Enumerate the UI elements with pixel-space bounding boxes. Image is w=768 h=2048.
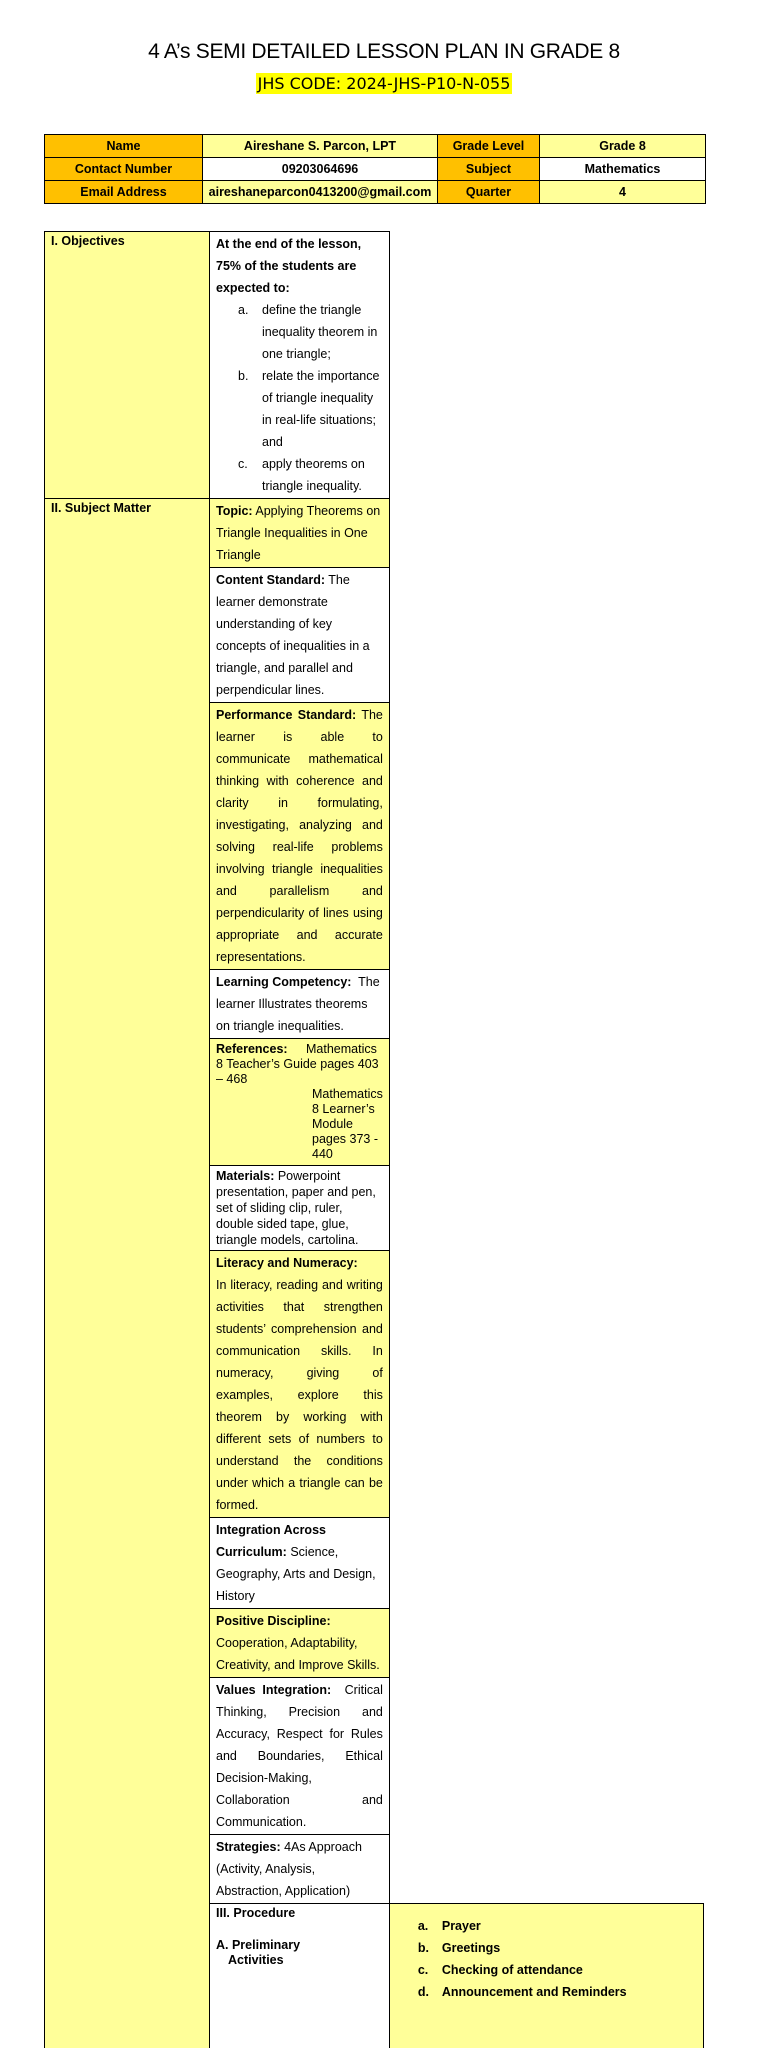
procedure-label-cell bbox=[210, 1904, 390, 2048]
objectives-list bbox=[216, 299, 383, 497]
topic-label: Topic: bbox=[216, 504, 253, 518]
topic-cell bbox=[210, 499, 390, 568]
name-label: Name bbox=[45, 135, 203, 158]
grade-label: Grade Level bbox=[438, 135, 540, 158]
item-text: apply theorems on triangle inequality. bbox=[262, 457, 365, 493]
list-item bbox=[396, 1959, 697, 1981]
email-label: Email Address bbox=[45, 181, 203, 204]
item-text: Checking of attendance bbox=[442, 1963, 583, 1977]
list-item bbox=[396, 1981, 697, 2003]
preliminary-label: A. Preliminary bbox=[216, 1938, 383, 1953]
integration-text: Science, Geography, Arts and Design, History bbox=[216, 1545, 376, 1603]
list-item bbox=[396, 1937, 697, 1959]
item-text: Announcement and Reminders bbox=[442, 1985, 627, 1999]
lesson-plan-table bbox=[44, 231, 704, 2048]
list-item bbox=[216, 453, 383, 497]
item-text: Greetings bbox=[442, 1941, 500, 1955]
item-letter: d. bbox=[418, 1981, 429, 2003]
topic-row bbox=[45, 499, 704, 568]
topic-text: Applying Theorems on Triangle Inequalities in One Triangle bbox=[216, 504, 380, 562]
item-text: relate the importance of triangle inequality in real-life situations; and bbox=[262, 369, 379, 449]
references-1: Mathematics 8 Teacher’s Guide pages 403 – 468 bbox=[216, 1042, 379, 1086]
performance-label: Performance Standard: bbox=[216, 708, 356, 722]
subject-matter-label: II. Subject Matter bbox=[45, 499, 210, 2048]
content-label: Content Standard: bbox=[216, 573, 325, 587]
references-2: Mathematics 8 Learner’s Module pages 373 - 440 bbox=[312, 1087, 383, 1161]
list-item bbox=[216, 365, 383, 453]
references-label: References: bbox=[216, 1042, 306, 1057]
grade-value: Grade 8 bbox=[540, 135, 706, 158]
literacy-cell bbox=[210, 1251, 390, 1518]
quarter-value: 4 bbox=[540, 181, 706, 204]
email-value: aireshaneparcon0413200@gmail.com bbox=[203, 181, 438, 204]
page-title: 4 A’s SEMI DETAILED LESSON PLAN IN GRADE 8 bbox=[0, 40, 768, 64]
content-cell bbox=[210, 568, 390, 703]
discipline-label: Positive Discipline: bbox=[216, 1614, 331, 1628]
literacy-label: Literacy and Numeracy: bbox=[216, 1252, 383, 1274]
item-text: define the triangle inequality theorem in one triangle; bbox=[262, 303, 377, 361]
competency-text: The learner Illustrates theorems on triangle inequalities. bbox=[216, 975, 380, 1033]
item-letter: b. bbox=[238, 365, 248, 387]
objectives-label: I. Objectives bbox=[45, 232, 210, 499]
content-text: The learner demonstrate understanding of key concepts of inequalities in a triangle, and parallel and perpendicular lines. bbox=[216, 573, 370, 697]
name-value: Aireshane S. Parcon, LPT bbox=[203, 135, 438, 158]
activities-label: Activities bbox=[216, 1953, 383, 1968]
jhs-code: JHS CODE: 2024-JHS-P10-N-055 bbox=[256, 73, 513, 94]
materials-text: Powerpoint presentation, paper and pen, set of sliding clip, ruler, double sided tape, glue, triangle models, cartolina. bbox=[216, 1169, 376, 1247]
materials-label: Materials: bbox=[216, 1169, 274, 1183]
strategies-text: 4As Approach (Activity, Analysis, Abstraction, Application) bbox=[216, 1840, 362, 1898]
item-letter: a. bbox=[238, 299, 248, 321]
discipline-text: Cooperation, Adaptability, Creativity, and Improve Skills. bbox=[216, 1636, 380, 1672]
objectives-row bbox=[45, 232, 704, 499]
competency-cell bbox=[210, 970, 390, 1039]
subject-label: Subject bbox=[438, 158, 540, 181]
item-letter: c. bbox=[238, 453, 248, 475]
contact-value: 09203064696 bbox=[203, 158, 438, 181]
values-cell bbox=[210, 1678, 390, 1835]
item-letter: b. bbox=[418, 1937, 429, 1959]
integration-cell bbox=[210, 1518, 390, 1609]
objectives-intro: At the end of the lesson, 75% of the students are expected to: bbox=[216, 233, 383, 299]
subject-value: Mathematics bbox=[540, 158, 706, 181]
integration-label: Integration Across Curriculum: bbox=[216, 1523, 326, 1559]
info-table bbox=[44, 134, 706, 204]
competency-label: Learning Competency: bbox=[216, 975, 351, 989]
quarter-label: Quarter bbox=[438, 181, 540, 204]
procedure-label: III. Procedure bbox=[216, 1906, 383, 1920]
values-label: Values Integration: bbox=[216, 1683, 331, 1697]
info-row bbox=[45, 135, 706, 158]
list-item bbox=[396, 1915, 697, 1937]
procedure-cell bbox=[389, 1904, 703, 2048]
info-row bbox=[45, 158, 706, 181]
info-row bbox=[45, 181, 706, 204]
discipline-cell bbox=[210, 1609, 390, 1678]
values-text: Critical Thinking, Precision and Accuracy, Respect for Rules and Boundaries, Ethical Decision-Making, Collaboration and Communication. bbox=[216, 1683, 383, 1829]
performance-text: The learner is able to communicate mathematical thinking with coherence and clarity in formulating, investigating, analyzing and solving real-life problems involving triangle inequalities and parallelism and perpendicularity of lines using appropriate and accurate representations. bbox=[216, 708, 383, 964]
strategies-label: Strategies: bbox=[216, 1840, 281, 1854]
item-letter: c. bbox=[418, 1959, 428, 1981]
performance-cell bbox=[210, 703, 390, 970]
objectives-cell bbox=[210, 232, 390, 499]
references-cell bbox=[210, 1039, 390, 1166]
jhs-code-wrap bbox=[0, 74, 768, 94]
literacy-text: In literacy, reading and writing activities that strengthen students’ comprehension and communication skills. In numeracy, giving of examples, explore this theorem by working with different sets of numbers to understand the conditions under which a triangle can be formed. bbox=[216, 1274, 383, 1516]
item-text: Prayer bbox=[442, 1919, 481, 1933]
strategies-cell bbox=[210, 1835, 390, 1904]
list-item bbox=[216, 299, 383, 365]
item-letter: a. bbox=[418, 1915, 428, 1937]
materials-cell bbox=[210, 1166, 390, 1251]
procedure-list bbox=[396, 1915, 697, 2003]
contact-label: Contact Number bbox=[45, 158, 203, 181]
